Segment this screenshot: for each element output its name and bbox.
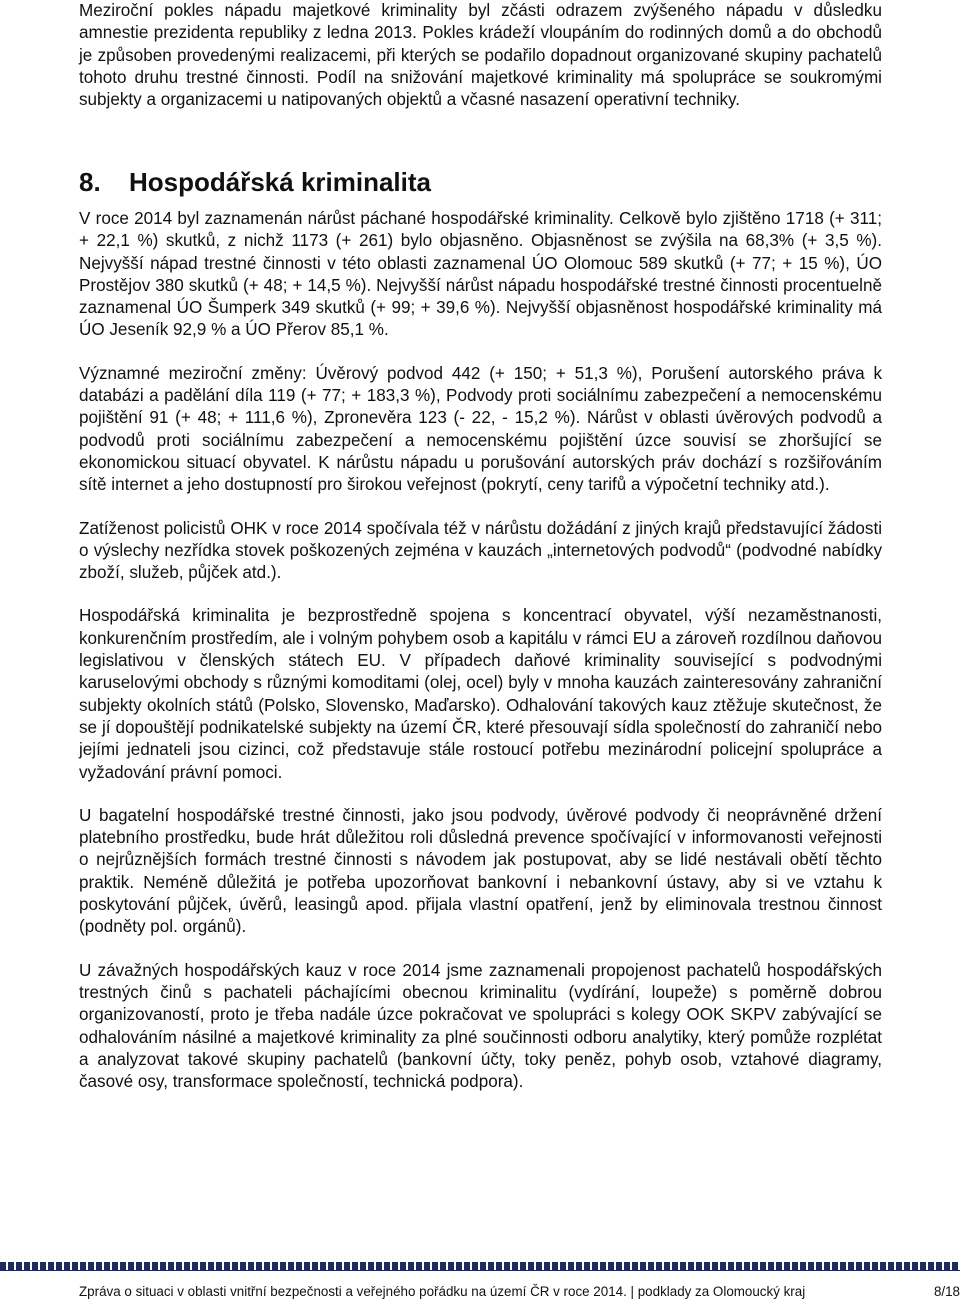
footer-divider <box>0 1262 960 1270</box>
paragraph-changes: Významné meziroční změny: Úvěrový podvod 442 (+ 150; + 51,3 %), Porušení autorského práva k databázi a padělání díla 119 (+ 77; + 183,3 %), Podvody proti sociálnímu zabezpečení a nemocenskému pojištění 91 (+ 48; + 111,6 %), Zpronevěra 123 (- 22, - 15,2 %). Nárůst v oblasti úvěrových podvodů a podvodů proti sociálnímu zabezpečení a nemocenskému pojištění úzce souvisí se zhoršující se ekonomickou situací obyvatel. K nárůstu nápadu u porušování autorských práv dochází s rozšiřováním sítě internet a jeho dostupností pro širokou veřejnost (pokrytí, ceny tarifů a výpočetní techniky atd.). <box>79 363 882 495</box>
section-number: 8. <box>79 167 101 197</box>
paragraph-serious-cases: U závažných hospodářských kauz v roce 2014 jsme zaznamenali propojenost pachatelů hospodářských trestných činů s pachateli páchajícími obecnou kriminalitu (vydírání, loupeže) s poměrně dobrou organizovaností, proto je třeba nadále úzce pokračovat ve spolupráci s kolegy OOK SKPV zabývající se odhalováním násilné a majetkové kriminality za plné součinnosti odboru analytiky, který pomůže rozplétat a analyzovat takové skupiny pachatelů (bankovní účty, toky peněz, pohyb osob, vztahové diagramy, časové osy, transformace společností, technická podpora). <box>79 960 882 1092</box>
intro-paragraph: Meziroční pokles nápadu majetkové kriminality byl zčásti odrazem zvýšeného nápadu v důsledku amnestie prezidenta republiky z ledna 2013. Pokles krádeží vloupáním do rodinných domů a do obchodů je způsoben provedenými realizacemi, při kterých se podařilo dopadnout organizované skupiny pachatelů tohoto druhu trestné činnosti. Podíl na snižování majetkové kriminality má spolupráce se soukromými subjekty a organizacemi u natipovaných objektů a včasné nasazení operativní techniky. <box>79 1 882 110</box>
paragraph-workload: Zatíženost policistů OHK v roce 2014 spočívala též v nárůstu dožádání z jiných krajů představující žádosti o výslechy nezřídka stovek poškozených zejména v kauzách „internetových podvodů“ (podvodné nabídky zboží, služeb, půjček atd.). <box>79 518 882 583</box>
paragraph-context: Hospodářská kriminalita je bezprostředně spojena s koncentrací obyvatel, výší nezaměstnanosti, konkurenčním prostředím, ale i volným pohybem osob a kapitálu v rámci EU a zároveň rozdílnou daňovou legislativou v členských státech EU. V případech daňové kriminality související s podvodnými karuselovými obchody s různými komoditami (olej, ocel) byly v mnoha kauzách zainteresovány zahraniční subjekty okolních států (Polsko, Slovensko, Maďarsko). Odhalování takových kauz ztěžuje skutečnost, že se jí dopouštějí podnikatelské subjekty na území ČR, které přesouvají sídla společností do zahraničí nebo jejími jednateli jsou cizinci, což představuje stále rostoucí potřebu mezinárodní policejní spolupráce a vyžadování právní pomoci. <box>79 606 882 782</box>
section-body <box>79 208 882 1093</box>
page-number: 8/18 <box>933 1284 960 1299</box>
section-heading <box>79 167 431 197</box>
footer-text: Zpráva o situaci v oblasti vnitřní bezpečnosti a veřejného pořádku na území ČR v roce 2014. | podklady za Olomoucký kraj <box>79 1284 806 1299</box>
paragraph-prevention: U bagatelní hospodářské trestné činnosti, jako jsou podvody, úvěrové podvody či neoprávněné držení platebního prostředku, bude hrát důležitou roli důsledná prevence spočívající v informovanosti veřejnosti o nejrůznějších formách trestné činnosti s návodem jak postupovat, aby se lidé nestávali obětí těchto praktik. Neméně důležitá je potřeba upozorňovat bankovní i nebankovní ústavy, aby si ve vztahu k poskytování půjček, úvěrů, leasingů apod. přijala vlastní opatření, jenž by eliminovala trestnou činnost (podněty pol. orgánů). <box>79 805 882 937</box>
section-title: Hospodářská kriminalita <box>129 167 431 197</box>
intro-block <box>79 0 882 111</box>
page-footer <box>79 1284 960 1299</box>
paragraph-statistics: V roce 2014 byl zaznamenán nárůst páchané hospodářské kriminality. Celkově bylo zjištěno 1718 (+ 311; + 22,1 %) skutků, z nichž 1173 (+ 261) bylo objasněno. Objasněnost se zvýšila na 68,3% (+ 3,5 %). Nejvyšší nápad trestné činnosti v této oblasti zaznamenal ÚO Olomouc 589 skutků (+ 77; + 15 %), ÚO Prostějov 380 skutků (+ 48; + 14,5 %). Nejvyšší nárůst nápadu hospodářské trestné činnosti procentuelně zaznamenal ÚO Šumperk 349 skutků (+ 99; + 39,6 %). Nejvyšší objasněnost hospodářské kriminality má ÚO Jeseník 92,9 % a ÚO Přerov 85,1 %. <box>79 209 882 340</box>
